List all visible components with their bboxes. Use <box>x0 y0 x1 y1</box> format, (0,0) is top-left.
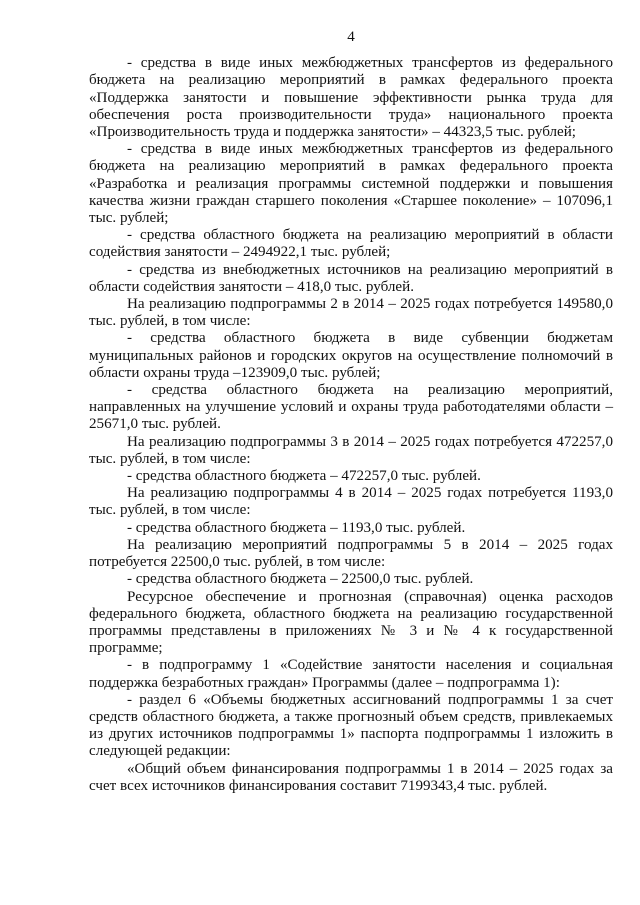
paragraph-subprogram-4-total: На реализацию подпрограммы 4 в 2014 – 2025 годах потребуется 1193,0 тыс. рублей, в том числе: <box>89 485 613 519</box>
paragraph-subprogram-2-subvention: - средства областного бюджета в виде субвенции бюджетам муниципальных районов и городских округов на осуществление полномочий в области охраны труда –123909,0 тыс. рублей; <box>89 330 613 381</box>
paragraph-subprogram-1-intro: - в подпрограмму 1 «Содействие занятости населения и социальная поддержка безработных граждан» Программы (далее – подпрограмма 1): <box>89 657 613 691</box>
paragraph-regional-budget-employment: - средства областного бюджета на реализацию мероприятий в области содействия занятости – 2494922,1 тыс. рублей; <box>89 227 613 261</box>
paragraph-section-6-amendment: - раздел 6 «Объемы бюджетных ассигнований подпрограммы 1 за счет средств областного бюджета, а также прогнозный объем средств, привлекаемых из других источников подпрограммы 1» паспорта подпрограммы 1 изложить в следующей редакции: <box>89 691 613 760</box>
paragraph-subprogram-3-total: На реализацию подпрограммы 3 в 2014 – 2025 годах потребуется 472257,0 тыс. рублей, в том числе: <box>89 433 613 467</box>
paragraph-subprogram-3-regional: - средства областного бюджета – 472257,0 тыс. рублей. <box>127 468 481 485</box>
paragraph-subprogram-4-regional: - средства областного бюджета – 1193,0 тыс. рублей. <box>127 519 466 536</box>
page-number: 4 <box>347 29 355 45</box>
paragraph-subprogram-5-regional: - средства областного бюджета – 22500,0 тыс. рублей. <box>127 571 474 588</box>
paragraph-subprogram-5-total: На реализацию мероприятий подпрограммы 5 в 2014 – 2025 годах потребуется 22500,0 тыс. рублей, в том числе: <box>89 536 613 571</box>
paragraph-federal-transfers-employment: - средства в виде иных межбюджетных трансфертов из федерального бюджета на реализацию мероприятий в рамках федерального проекта «Поддержка занятости и повышение эффективности рынка труда для обеспечения роста производительности труда» национального проекта «Производительность труда и поддержка занятости» – 44323,5 тыс. рублей; <box>89 55 613 141</box>
paragraph-resource-provision: Ресурсное обеспечение и прогнозная (справочная) оценка расходов федерального бюджета, областного бюджета на реализацию государственной программы представлены в приложениях № 3 и № 4 к государственной программе; <box>89 588 613 657</box>
paragraph-subprogram-2-total: На реализацию подпрограммы 2 в 2014 – 2025 годах потребуется 149580,0 тыс. рублей, в том числе: <box>89 296 613 330</box>
paragraph-subprogram-2-employers: - средства областного бюджета на реализацию мероприятий, направленных на улучшение условий и охраны труда работодателями области – 25671,0 тыс. рублей. <box>89 382 613 433</box>
paragraph-federal-transfers-older-generation: - средства в виде иных межбюджетных трансфертов из федерального бюджета на реализацию мероприятий в рамках федерального проекта «Разработка и реализация программы системной поддержки и повышения качества жизни граждан старшего поколения «Старшее поколение» – 107096,1 тыс. рублей; <box>89 141 613 227</box>
paragraph-subprogram-1-total-funding: «Общий объем финансирования подпрограммы 1 в 2014 – 2025 годах за счет всех источников финансирования составит 7199343,4 тыс. рублей. <box>89 760 613 794</box>
paragraph-extrabudgetary-sources: - средства из внебюджетных источников на реализацию мероприятий в области содействия занятости – 418,0 тыс. рублей. <box>89 261 613 295</box>
